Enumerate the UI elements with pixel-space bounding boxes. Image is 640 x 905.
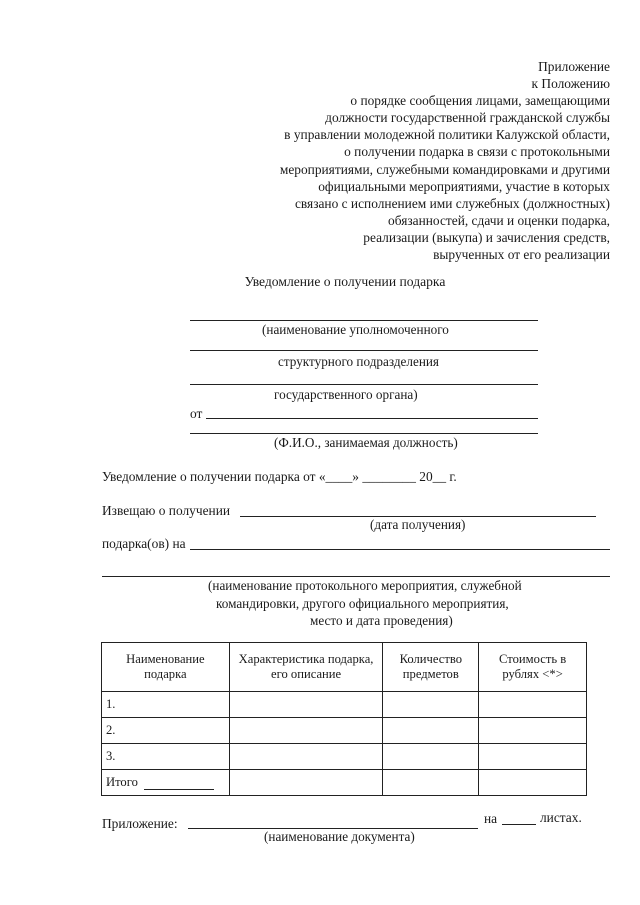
appendix-line: вырученных от его реализации (433, 247, 610, 263)
table-total-row (102, 770, 587, 796)
table-row (102, 718, 587, 744)
addressee-caption-3: государственного органа) (274, 387, 418, 402)
table-cell[interactable] (479, 692, 587, 718)
addressee-field-2[interactable] (190, 350, 538, 351)
event-field-1[interactable] (190, 549, 610, 550)
receipt-date-caption: (дата получения) (370, 517, 466, 532)
appendix-line: к Положению (531, 76, 610, 92)
header-name: Наименование подарка (102, 643, 230, 692)
position-field[interactable] (190, 433, 538, 434)
table-cell[interactable]: 1. (102, 692, 230, 718)
table-row (102, 744, 587, 770)
appendix-line: в управлении молодежной политики Калужской области, (284, 127, 610, 143)
appendix-line: о порядке сообщения лицами, замещающими (350, 93, 610, 109)
gifts-on-label: подарка(ов) на (102, 536, 186, 551)
form-title: Уведомление о получении подарка (244, 274, 446, 289)
addressee-caption-1: (наименование уполномоченного (262, 322, 449, 337)
table-cell[interactable] (229, 744, 383, 770)
table-cell[interactable] (479, 718, 587, 744)
inform-label: Извещаю о получении (102, 503, 231, 518)
table-cell[interactable] (383, 744, 479, 770)
table-cell[interactable] (479, 744, 587, 770)
appendix-line: связано с исполнением ими служебных (должностных) (294, 195, 610, 211)
from-field[interactable] (206, 418, 538, 419)
table-cell[interactable] (383, 770, 479, 796)
event-caption-3: место и дата проведения) (310, 613, 453, 628)
appendix-line: реализации (выкупа) и зачисления средств, (363, 229, 610, 245)
table-cell[interactable]: 3. (102, 744, 230, 770)
appendix-line: обязанностей, сдачи и оценки подарка, (388, 212, 610, 228)
appendix-line: о получении подарка в связи с протокольными (344, 144, 610, 160)
total-cell[interactable] (102, 770, 230, 796)
appendix-line: мероприятиями, служебными командировками и другими (279, 161, 610, 177)
attachment-caption: (наименование документа) (264, 829, 415, 844)
total-field[interactable] (144, 779, 214, 790)
addressee-caption-2: структурного подразделения (278, 354, 439, 369)
attachment-sheets-label: листах. (540, 810, 582, 825)
table-cell[interactable] (479, 770, 587, 796)
table-header-row (102, 643, 587, 692)
header-cost: Стоимость в рублях <*> (479, 643, 587, 692)
table-cell[interactable] (383, 718, 479, 744)
event-field-2[interactable] (102, 576, 610, 577)
addressee-field-1[interactable] (190, 320, 538, 321)
table-cell[interactable] (229, 770, 383, 796)
event-caption-1: (наименование протокольного мероприятия, служебной (208, 578, 522, 593)
appendix-header (230, 58, 610, 263)
header-quantity: Количество предметов (383, 643, 479, 692)
gifts-table (101, 642, 587, 796)
notice-date-line: Уведомление о получении подарка от «____» ________ 20__ г. (102, 469, 457, 484)
table-row (102, 692, 587, 718)
appendix-line: должности государственной гражданской службы (325, 110, 610, 126)
table-cell[interactable] (229, 692, 383, 718)
table-cell[interactable] (229, 718, 383, 744)
addressee-field-3[interactable] (190, 384, 538, 385)
attachment-sheets-field[interactable] (502, 824, 536, 825)
addressee-caption-4: (Ф.И.О., занимаемая должность) (274, 435, 458, 450)
from-label: от (190, 406, 203, 421)
event-caption-2: командировки, другого официального мероприятия, (216, 596, 509, 611)
total-label: Итого (106, 775, 138, 789)
table-cell[interactable]: 2. (102, 718, 230, 744)
appendix-line: официальными мероприятиями, участие в которых (318, 178, 610, 194)
attachment-label: Приложение: (102, 816, 178, 831)
attachment-on-label: на (484, 811, 498, 826)
appendix-line: Приложение (538, 59, 610, 74)
table-cell[interactable] (383, 692, 479, 718)
header-description: Характеристика подарка, его описание (229, 643, 383, 692)
